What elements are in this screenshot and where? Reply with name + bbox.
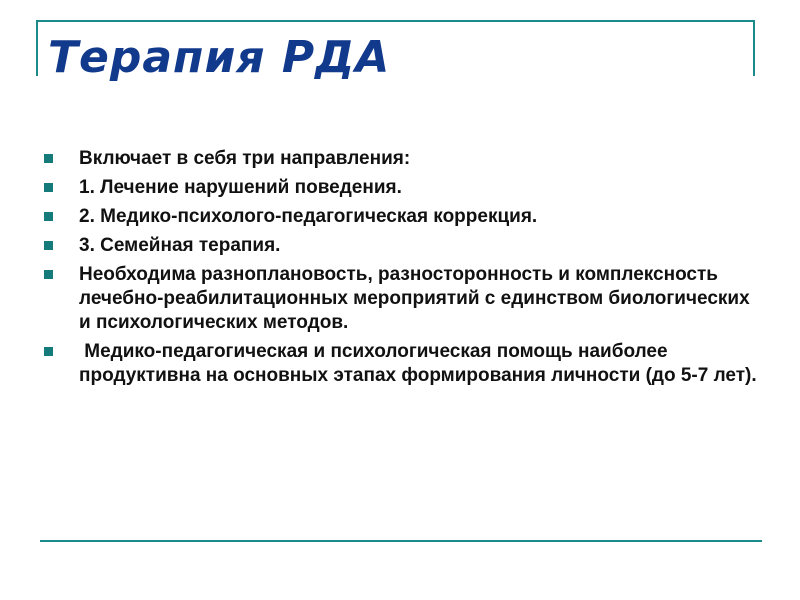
square-bullet-icon — [44, 241, 53, 250]
slide-title: Терапия РДА — [48, 32, 391, 83]
bullet-item — [44, 263, 764, 335]
square-bullet-icon — [44, 183, 53, 192]
bullet-item — [44, 176, 764, 200]
bullet-item — [44, 340, 764, 388]
square-bullet-icon — [44, 270, 53, 279]
bullet-item — [44, 147, 764, 171]
square-bullet-icon — [44, 154, 53, 163]
footer-divider-line — [40, 540, 762, 542]
bullet-text: Необходима разноплановость, разносторонность и комплексность лечебно-реабилитационных мероприятий с единством биологических и психологических методов. — [79, 264, 750, 333]
title-frame-right-line — [753, 20, 755, 76]
bullet-text: Включает в себя три направления: — [79, 148, 411, 169]
square-bullet-icon — [44, 347, 53, 356]
bullet-text: Медико-педагогическая и психологическая помощь наиболее продуктивна на основных этапах формирования личности (до 5-7 лет). — [79, 341, 757, 386]
bullet-text: 3. Семейная терапия. — [79, 235, 281, 256]
bullet-item — [44, 234, 764, 258]
bullet-list — [44, 147, 764, 393]
title-frame-left-line — [36, 20, 38, 76]
bullet-item — [44, 205, 764, 229]
bullet-text: 1. Лечение нарушений поведения. — [79, 177, 402, 198]
title-frame-top-line — [36, 20, 755, 22]
bullet-text: 2. Медико-психолого-педагогическая коррекция. — [79, 206, 538, 227]
square-bullet-icon — [44, 212, 53, 221]
